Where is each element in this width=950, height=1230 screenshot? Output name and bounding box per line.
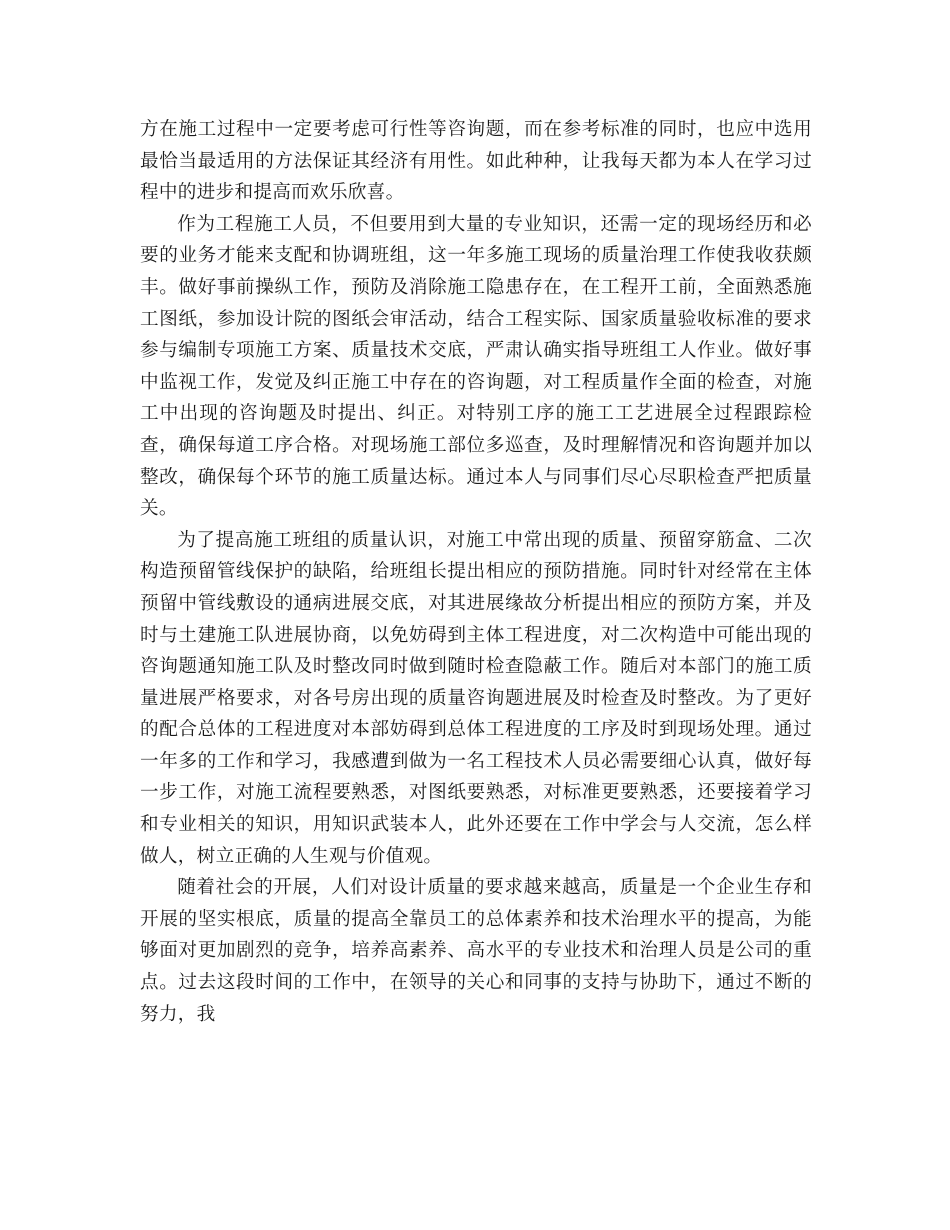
paragraph-quality-management: 作为工程施工人员，不但要用到大量的专业知识，还需一定的现场经历和必要的业务才能来支配和协调班组，这一年多施工现场的质量治理工作使我收获颇丰。做好事前操纵工作，预防及消除施工隐患存在，在工程开工前，全面熟悉施工图纸，参加设计院的图纸会审活动，结合工程实际、国家质量验收标准的要求参与编制专项施工方案、质量技术交底，严肃认确实指导班组工人作业。做好事中监视工作，发觉及纠正施工中存在的咨询题，对工程质量作全面的检查，对施工中出现的咨询题及时提出、纠正。对特别工序的施工工艺进展全过程跟踪检查，确保每道工序合格。对现场施工部位多巡查，及时理解情况和咨询题并加以整改，确保每个环节的施工质量达标。通过本人与同事们尽心尽职检查严把质量关。 — [140, 213, 812, 520]
paragraph-continuation: 方在施工过程中一定要考虑可行性等咨询题，而在参考标准的同时，也应中选用最恰当最适用的方法保证其经济有用性。如此种种，让我每天都为本人在学习过程中的进步和提高而欢乐欣喜。 — [140, 119, 812, 204]
paragraph-social-development: 随着社会的开展，人们对设计质量的要求越来越高，质量是一个企业生存和开展的坚实根底，质量的提高全靠员工的总体素养和技术治理水平的提高，为能够面对更加剧烈的竞争，培养高素养、高水平的专业技术和治理人员是公司的重点。过去这段时间的工作中，在领导的关心和同事的支持与协助下，通过不断的努力，我 — [140, 877, 812, 1025]
document-body — [140, 114, 812, 1030]
paragraph-team-awareness: 为了提高施工班组的质量认识，对施工中常出现的质量、预留穿筋盒、二次构造预留管线保护的缺陷，给班组长提出相应的预防措施。同时针对经常在主体预留中管线敷设的通病进展交底，对其进展缘故分析提出相应的预防方案，并及时与土建施工队进展协商，以免妨碍到主体工程进度，对二次构造中可能出现的咨询题通知施工队及时整改同时做到随时检查隐蔽工作。随后对本部门的施工质量进展严格要求，对各号房出现的质量咨询题进展及时检查及时整改。为了更好的配合总体的工程进度对本部妨碍到总体工程进度的工序及时到现场处理。通过一年多的工作和学习，我感遭到做为一名工程技术人员必需要细心认真，做好每一步工作，对施工流程要熟悉，对图纸要熟悉，对标准更要熟悉，还要接着学习和专业相关的知识，用知识武装本人，此外还要在工作中学会与人交流，怎么样做人，树立正确的人生观与价值观。 — [140, 529, 812, 867]
